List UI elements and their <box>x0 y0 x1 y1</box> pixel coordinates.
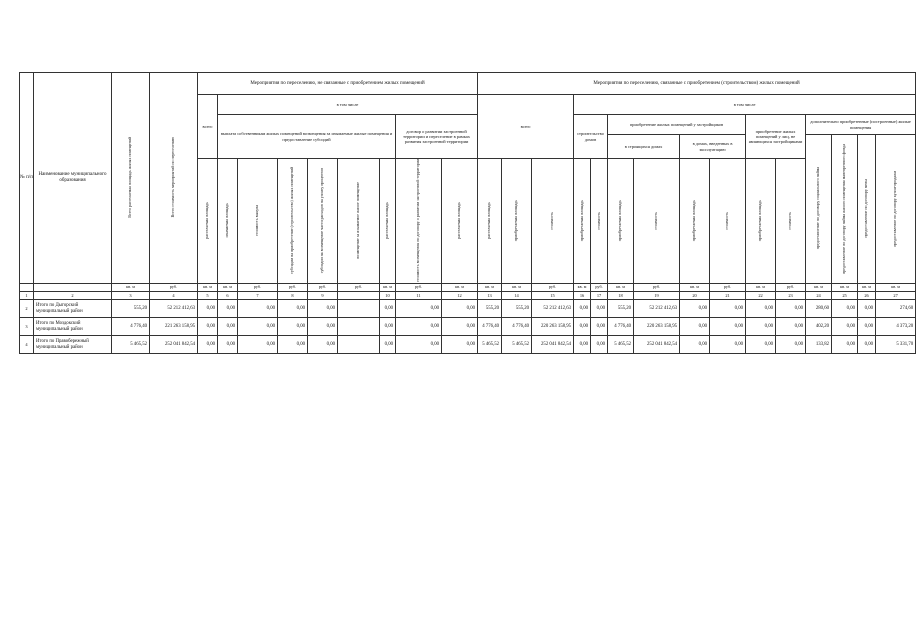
header-total-area: Всего расселяемая площадь жилых помещений <box>112 73 150 284</box>
cell-c4: 252 041 842,54 <box>150 336 198 354</box>
cell-c16: 0,00 <box>574 336 591 354</box>
cell-c21: 0,00 <box>710 318 746 336</box>
header-v-tom-chisle-a: в том числе <box>218 95 478 115</box>
unit-cell: кв. м <box>746 284 776 292</box>
unit-cell: кв. м <box>608 284 634 292</box>
index-cell: 7 <box>238 292 278 300</box>
unit-cell: руб. <box>776 284 806 292</box>
index-cell <box>338 292 380 300</box>
cell-c10: 0,00 <box>380 300 396 318</box>
cell-c27: 4 373,20 <box>876 318 916 336</box>
cell-c13: 4 776,40 <box>478 318 502 336</box>
header-stroitelstvo: строительство домов <box>574 115 608 159</box>
index-cell: 12 <box>442 292 478 300</box>
cell-c3: 4 776,40 <box>112 318 150 336</box>
cell-c15: 220 263 158,95 <box>532 318 574 336</box>
header-num: № п/п <box>20 73 34 284</box>
sub-col-22: приобретаемая площадь <box>746 159 776 284</box>
cell-_9b <box>338 336 380 354</box>
cell-c11: 0,00 <box>396 318 442 336</box>
cell-c7: 0,00 <box>238 318 278 336</box>
row-name: Итого по Моздокский муниципальный район <box>34 318 112 336</box>
cell-_9b <box>338 300 380 318</box>
cell-c26: 0,00 <box>858 300 876 318</box>
index-cell: 3 <box>112 292 150 300</box>
cell-c3: 5 465,52 <box>112 336 150 354</box>
header-group-a: Мероприятия по переселению, не связанные с приобретением жилых помещений <box>198 73 478 95</box>
index-cell: 21 <box>710 292 746 300</box>
index-cell: 11 <box>396 292 442 300</box>
cell-c9: 0,00 <box>308 300 338 318</box>
cell-c12: 0,00 <box>442 336 478 354</box>
cell-c11: 0,00 <box>396 300 442 318</box>
cell-c8: 0,00 <box>278 318 308 336</box>
sub-col-9: субсидии на возмещение части расходов на уплату процентов <box>308 159 338 284</box>
sub-col-15: стоимость <box>532 159 574 284</box>
cell-c6: 0,00 <box>218 300 238 318</box>
cell-c19: 52 212 412,63 <box>634 300 680 318</box>
cell-c13: 5 465,52 <box>478 336 502 354</box>
cell-c4: 52 212 412,63 <box>150 300 198 318</box>
header-dopolnitelnye: дополнительно приобретенные (построенные) жилые помещения <box>806 115 916 135</box>
cell-c9: 0,00 <box>308 318 338 336</box>
unit-cell: руб. <box>278 284 308 292</box>
cell-c16: 0,00 <box>574 318 591 336</box>
index-cell: 26 <box>858 292 876 300</box>
cell-c14: 5 465,52 <box>502 336 532 354</box>
cell-c6: 0,00 <box>218 336 238 354</box>
cell-c19: 252 041 842,54 <box>634 336 680 354</box>
cell-c27: 5 331,70 <box>876 336 916 354</box>
sub-col-9b: возмещение за изымаемое жилое помещение <box>338 159 380 284</box>
index-cell: 13 <box>478 292 502 300</box>
cell-c15: 252 041 842,54 <box>532 336 574 354</box>
cell-c6: 0,00 <box>218 318 238 336</box>
unit-cell: кв. м <box>478 284 502 292</box>
index-cell: 17 <box>591 292 608 300</box>
cell-c26: 0,00 <box>858 318 876 336</box>
cell-c4: 221 263 158,95 <box>150 318 198 336</box>
cell-c21: 0,00 <box>710 300 746 318</box>
unit-cell: кв. м <box>198 284 218 292</box>
unit-cell: кв. м <box>380 284 396 292</box>
cell-c24: 133,82 <box>806 336 832 354</box>
cell-c12: 0,00 <box>442 318 478 336</box>
row-number: 2 <box>20 300 34 318</box>
sub-col-19: стоимость <box>634 159 680 284</box>
header-prev4: предоставление по договору купли-продажи <box>876 135 916 284</box>
sub-col-11: стоимость возмещения по договору о развитии застроенной территории <box>396 159 442 284</box>
cell-c17: 0,00 <box>591 300 608 318</box>
unit-cell <box>34 284 112 292</box>
unit-cell: руб. <box>308 284 338 292</box>
cell-c17: 0,00 <box>591 318 608 336</box>
index-row <box>20 292 916 300</box>
sub-col-23: стоимость <box>776 159 806 284</box>
index-cell: 8 <box>278 292 308 300</box>
cell-c17: 0,00 <box>591 336 608 354</box>
cell-c5: 0,00 <box>198 300 218 318</box>
index-cell: 16 <box>574 292 591 300</box>
unit-cell: кв. м <box>574 284 591 292</box>
header-v-stroyashchikhsya: в строящихся домах <box>608 135 680 159</box>
cell-c10: 0,00 <box>380 336 396 354</box>
cell-c8: 0,00 <box>278 300 308 318</box>
index-cell: 24 <box>806 292 832 300</box>
unit-cell: кв. м <box>806 284 832 292</box>
cell-c20: 0,00 <box>680 318 710 336</box>
header-dogovor: договор о развитии застроенной территории и переселение в рамках развития застроенной территории <box>396 115 478 159</box>
header-ne-zastr: приобретение жилых помещений у лиц, не являющихся застройщиками <box>746 115 806 159</box>
header-vsego-a: всего <box>198 95 218 159</box>
cell-c8: 0,00 <box>278 336 308 354</box>
row-number: 3 <box>20 318 34 336</box>
cell-c22: 0,00 <box>746 336 776 354</box>
cell-c20: 0,00 <box>680 336 710 354</box>
cell-_9b <box>338 318 380 336</box>
header-prev1: предоставление по договору социального найма <box>806 135 832 284</box>
cell-c24: 402,20 <box>806 318 832 336</box>
sub-col-17: стоимость <box>591 159 608 284</box>
index-cell: 25 <box>832 292 858 300</box>
unit-cell: руб. <box>150 284 198 292</box>
cell-c24: 280,60 <box>806 300 832 318</box>
index-cell: 6 <box>218 292 238 300</box>
sub-col-5: расселяемая площадь <box>198 159 218 284</box>
cell-c7: 0,00 <box>238 336 278 354</box>
unit-cell: кв. м <box>502 284 532 292</box>
cell-c11: 0,00 <box>396 336 442 354</box>
page-mark: - <box>858 318 860 323</box>
unit-cell: руб. <box>634 284 680 292</box>
unit-cell: руб. <box>710 284 746 292</box>
index-cell: 27 <box>876 292 916 300</box>
table-row <box>20 300 916 318</box>
header-prev2: предоставление по договору найма жилого помещения маневренного фонда <box>832 135 858 284</box>
header-name: Наименование муниципального образования <box>34 73 112 284</box>
sub-col-8: субсидии на приобретение (строительство) жилых помещений <box>278 159 308 284</box>
header-group-b: Мероприятия по переселению, связанные с приобретением (строительством) жилых помещений <box>478 73 916 95</box>
cell-c23: 0,00 <box>776 300 806 318</box>
unit-cell: кв. м <box>858 284 876 292</box>
index-cell: 15 <box>532 292 574 300</box>
index-cell: 20 <box>680 292 710 300</box>
table-row <box>20 336 916 354</box>
row-name: Итого по Правобережный муниципальный район <box>34 336 112 354</box>
cell-c27: 274,60 <box>876 300 916 318</box>
index-cell: 1 <box>20 292 34 300</box>
cell-c14: 4 776,40 <box>502 318 532 336</box>
sub-col-6: изымаемая площадь <box>218 159 238 284</box>
cell-c18: 555,20 <box>608 300 634 318</box>
sub-col-21: стоимость <box>710 159 746 284</box>
unit-cell: руб. <box>396 284 442 292</box>
table-row <box>20 318 916 336</box>
cell-c18: 5 465,52 <box>608 336 634 354</box>
cell-c23: 0,00 <box>776 336 806 354</box>
cell-c10: 0,00 <box>380 318 396 336</box>
cell-c20: 0,00 <box>680 300 710 318</box>
index-cell: 5 <box>198 292 218 300</box>
report-table <box>19 72 914 354</box>
sub-col-16: приобретаемая площадь <box>574 159 591 284</box>
sub-col-12: расселяемая площадь <box>442 159 478 284</box>
header-vykup: выплата собственникам жилых помещений возмещения за изымаемые жилые помещения и предоставление субсидий <box>218 115 396 159</box>
cell-c5: 0,00 <box>198 336 218 354</box>
index-cell: 22 <box>746 292 776 300</box>
header-total-cost: Всего стоимость мероприятий по переселению <box>150 73 198 284</box>
cell-c25: 0,00 <box>832 300 858 318</box>
cell-c23: 0,00 <box>776 318 806 336</box>
index-cell: 9 <box>308 292 338 300</box>
index-cell: 14 <box>502 292 532 300</box>
sub-col-14: приобретаемая площадь <box>502 159 532 284</box>
sub-col-13: расселяемая площадь <box>478 159 502 284</box>
cell-c3: 555,20 <box>112 300 150 318</box>
unit-cell: кв. м <box>218 284 238 292</box>
cell-c21: 0,00 <box>710 336 746 354</box>
unit-cell: кв. м <box>832 284 858 292</box>
unit-cell: кв. м <box>442 284 478 292</box>
header-prev3: предоставление по договору мены <box>858 135 876 284</box>
cell-c14: 555,20 <box>502 300 532 318</box>
cell-c15: 52 212 412,63 <box>532 300 574 318</box>
cell-c12: 0,00 <box>442 300 478 318</box>
index-cell: 4 <box>150 292 198 300</box>
sub-col-7: стоимость выкупа <box>238 159 278 284</box>
cell-c9: 0,00 <box>308 336 338 354</box>
unit-cell: руб. <box>238 284 278 292</box>
sub-col-10: расселяемая площадь <box>380 159 396 284</box>
unit-cell: руб. <box>591 284 608 292</box>
header-priobretenie: приобретение жилых помещений у застройщиков <box>608 115 746 135</box>
cell-c18: 4 776,40 <box>608 318 634 336</box>
cell-c7: 0,00 <box>238 300 278 318</box>
cell-c22: 0,00 <box>746 318 776 336</box>
cell-c22: 0,00 <box>746 300 776 318</box>
unit-cell: кв. м <box>876 284 916 292</box>
index-cell: 18 <box>608 292 634 300</box>
sub-col-20: приобретаемая площадь <box>680 159 710 284</box>
cell-c25: 0,00 <box>832 318 858 336</box>
row-number: 4 <box>20 336 34 354</box>
header-v-domakh: в домах, введенных в эксплуатацию <box>680 135 746 159</box>
row-name: Итого по Дыгорский муниципальный район <box>34 300 112 318</box>
cell-c19: 220 263 158,95 <box>634 318 680 336</box>
index-cell: 10 <box>380 292 396 300</box>
index-cell: 23 <box>776 292 806 300</box>
cell-c5: 0,00 <box>198 318 218 336</box>
index-cell: 19 <box>634 292 680 300</box>
cell-c16: 0,00 <box>574 300 591 318</box>
unit-cell: кв. м <box>680 284 710 292</box>
cell-c25: 0,00 <box>832 336 858 354</box>
cell-c26: 0,00 <box>858 336 876 354</box>
unit-cell: руб. <box>532 284 574 292</box>
header-v-tom-chisle-b: в том числе <box>574 95 916 115</box>
unit-cell <box>20 284 34 292</box>
unit-cell: кв. м <box>112 284 150 292</box>
index-cell: 2 <box>34 292 112 300</box>
units-row <box>20 284 916 292</box>
cell-c13: 555,20 <box>478 300 502 318</box>
sub-col-18: приобретаемая площадь <box>608 159 634 284</box>
header-vsego-b: всего <box>478 95 574 159</box>
unit-cell: руб. <box>338 284 380 292</box>
